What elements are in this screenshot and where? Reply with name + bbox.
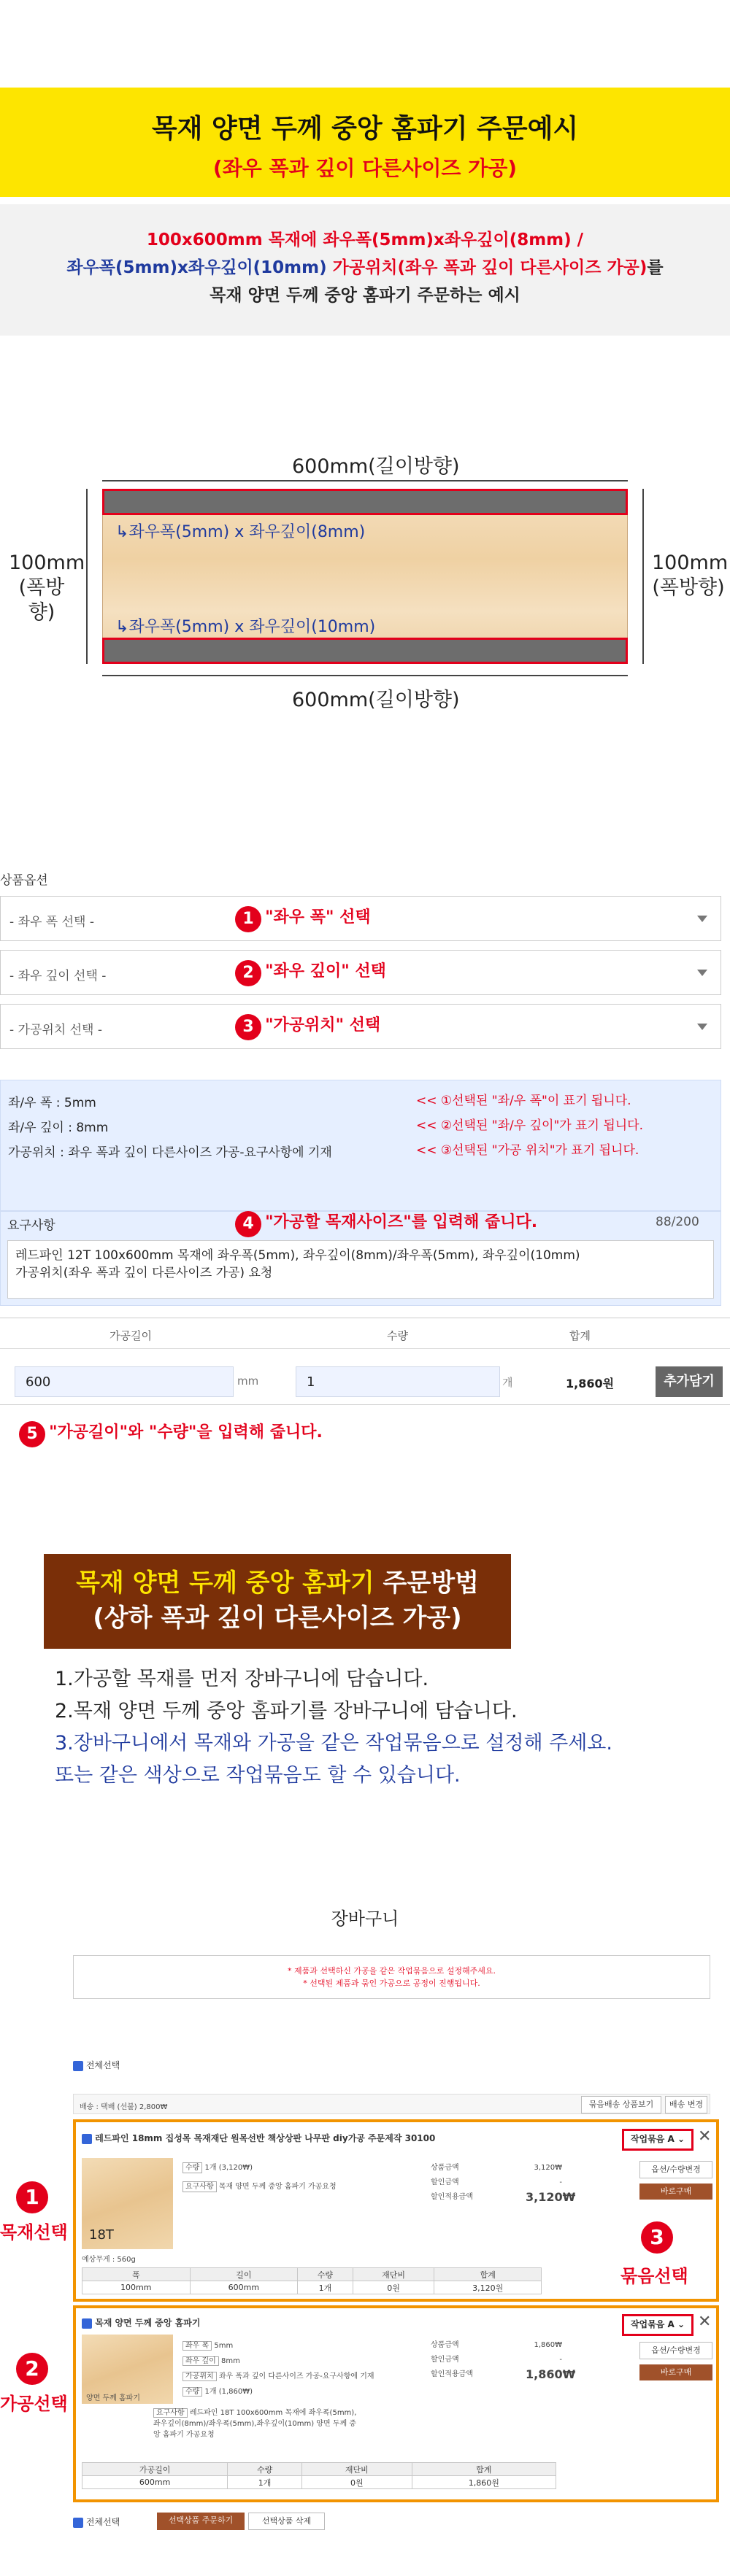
page-title: 목재 양면 두께 중앙 홈파기 주문예시: [151, 114, 579, 144]
intro-text: [0, 204, 730, 336]
intro-line-2-blue: 좌우폭(5mm)x좌우깊이(10mm): [66, 258, 327, 277]
bottom-groove-strip: [102, 638, 628, 664]
width-select[interactable]: - 좌우 폭 선택 -: [0, 896, 721, 941]
intro-line-2-red: 가공위치(좌우 폭과 깊이 다른사이즈 가공): [326, 258, 648, 277]
item2-request: 요구사항 레드파인 18T 100x600mm 목재에 좌우폭(5mm), 좌우깊이(8mm)/좌우폭(5mm),좌우깊이(10mm) 양면 두께 중 앙 홈파기 가공요청: [153, 2409, 357, 2439]
marker-3-label: 묶음선택: [620, 2266, 688, 2286]
top-groove-label: ↳좌우폭(5mm) x 좌우깊이(8mm): [115, 523, 366, 541]
checkbox-icon: [82, 2134, 92, 2144]
order-table-header: 가공길이 수량 합계: [110, 1329, 591, 1342]
item1-thumbnail: 18T: [82, 2158, 173, 2249]
option-notes: << ①선택된 "좌/우 폭"이 표기 됩니다. << ②선택된 "좌/우 깊이"가 표기 됩니다. << ③선택된 "가공 위치"가 표기 됩니다.: [416, 1094, 644, 1158]
chevron-down-icon: [697, 916, 707, 922]
top-groove-strip: [102, 489, 628, 515]
intro-line-3: 목재 양면 두께 중앙 홈파기 주문하는 예시: [210, 286, 520, 305]
intro-line-2-tail: 를: [647, 258, 664, 277]
option-change-button[interactable]: 옵션/수량변경: [639, 2161, 712, 2178]
checkbox-icon: [73, 2518, 83, 2528]
item1-request: 요구사항 목재 양면 두께 중앙 홈파기 가공요청: [182, 2180, 337, 2191]
marker-1-label: 목재선택: [0, 2222, 68, 2243]
checkbox-icon: [73, 2061, 83, 2071]
left-dimension: 100mm (폭방향): [9, 552, 85, 624]
method-steps: [55, 1663, 612, 1792]
checkbox-icon: [82, 2318, 92, 2329]
request-textarea[interactable]: 레드파인 12T 100x600mm 목재에 좌우폭(5mm), 좌우깊이(8mm)/좌우폭(5mm), 좌우깊이(10mm) 가공위치(좌우 폭과 깊이 다른사이즈 가공) 요청: [7, 1240, 714, 1299]
quantity-input[interactable]: 1: [296, 1366, 500, 1397]
step-3-sub: 또는 같은 색상으로 작업묶음도 할 수 있습니다.: [55, 1764, 461, 1787]
bottom-dimension: 600mm(길이방향): [292, 689, 460, 711]
item1-qty: 수량 1개 (3,120₩): [182, 2161, 253, 2172]
step-2: 2.목재 양면 두께 중앙 홈파기를 장바구니에 담습니다.: [55, 1700, 518, 1722]
order-selected-button[interactable]: 선택상품 주문하기: [157, 2513, 245, 2530]
callout-5: 5 "가공길이"와 "수량"을 입력해 줍니다.: [19, 1420, 323, 1447]
item1-weight: 예상무게 : 560g: [82, 2256, 136, 2264]
item1-price-values: 3,120₩ - 3,120₩: [526, 2164, 576, 2204]
callout-2: 2 "좌우 깊이" 선택: [235, 959, 386, 986]
buy-now-button[interactable]: 바로구매: [639, 2184, 712, 2200]
bundle-shipping-button[interactable]: 묶음배송 상품보기: [581, 2096, 661, 2113]
request-label: 요구사항: [7, 1218, 55, 1233]
divider: [0, 1348, 730, 1349]
marker-2: 2: [16, 2353, 48, 2385]
chevron-down-icon: [697, 970, 707, 976]
group-select-item2[interactable]: 작업묶음 A ⌄: [622, 2314, 694, 2336]
callout-1: 1 "좌우 폭" 선택: [235, 905, 371, 932]
method-title-box: 목재 양면 두께 중앙 홈파기 주문방법 (상하 폭과 깊이 다른사이즈 가공): [44, 1554, 511, 1649]
close-icon[interactable]: ✕: [698, 2313, 712, 2331]
total-price: 1,860원: [566, 1377, 615, 1391]
top-dimension-line: [102, 480, 628, 481]
info-width: 좌/우 폭 : 5mm: [8, 1096, 96, 1110]
change-shipping-button[interactable]: 배송 변경: [665, 2096, 707, 2113]
length-input[interactable]: 600: [15, 1366, 234, 1397]
select-all-top[interactable]: 전체선택: [73, 2059, 120, 2071]
item2-title[interactable]: 목재 양면 두께 중앙 홈파기: [82, 2316, 200, 2329]
quantity-unit: 개: [502, 1376, 513, 1389]
intro-line-1: 100x600mm 목재에 좌우폭(5mm)x좌우깊이(8mm) /: [146, 231, 584, 250]
item2-thumbnail: 양면 두께 홈파기: [82, 2335, 173, 2404]
right-dimension: 100mm (폭방향): [652, 552, 729, 599]
item1-table: 폭 길이 수량 재단비 합계 100mm 600mm 1개 0원 3,120원: [82, 2267, 542, 2294]
delete-selected-button[interactable]: 선택상품 삭제: [248, 2513, 325, 2530]
page-subtitle: (좌우 폭과 깊이 다른사이즈 가공): [212, 156, 518, 180]
item2-table: 가공길이 수량 재단비 합계 600mm 1개 0원 1,860원: [82, 2462, 556, 2489]
shipping-row: 배송 : 택배 (선불) 2,800₩ 묶음배송 상품보기 배송 변경: [73, 2094, 710, 2114]
options-section-title: 상품옵션: [0, 873, 48, 888]
item2-options: 좌우 폭 5mm 좌우 깊이 8mm 가공위치 좌우 폭과 깊이 다른사이즈 가공-요구사항에 기재 수량 1개 (1,860₩): [182, 2338, 374, 2399]
bottom-dimension-line: [102, 675, 628, 676]
step-3: 3.장바구니에서 목재와 가공을 같은 작업묶음으로 설정해 주세요.: [55, 1732, 612, 1755]
cart-notice: * 제품과 선택하신 가공을 같은 작업묶음으로 설정해주세요. * 선택된 제품과 묶인 가공으로 공정이 진행됩니다.: [73, 1955, 710, 1999]
position-select[interactable]: - 가공위치 선택 -: [0, 1004, 721, 1049]
add-to-cart-button[interactable]: 추가담기: [656, 1366, 723, 1397]
item1-title[interactable]: 레드파인 18mm 집성목 목재재단 원목선반 책상상판 나무판 diy가공 주문제작 30100: [82, 2132, 435, 2144]
intro-line-2: [0, 254, 730, 282]
step-1: 1.가공할 목재를 먼저 장바구니에 담습니다.: [55, 1668, 429, 1690]
length-unit: mm: [237, 1374, 259, 1388]
callout-3: 3 "가공위치" 선택: [235, 1013, 380, 1040]
marker-3: 3: [641, 2221, 673, 2254]
top-dimension: 600mm(길이방향): [292, 455, 460, 478]
select-all-bottom[interactable]: 전체선택: [73, 2515, 120, 2528]
option-change-button[interactable]: 옵션/수량변경: [639, 2342, 712, 2359]
marker-2-label: 가공선택: [0, 2394, 68, 2414]
item2-price-labels: 상품금액 할인금액 할인적용금액: [431, 2341, 473, 2378]
left-dimension-line: [86, 489, 88, 664]
request-char-count: 88/200: [656, 1215, 699, 1229]
chevron-down-icon: [697, 1024, 707, 1030]
info-position: 가공위치 : 좌우 폭과 깊이 다른사이즈 가공-요구사항에 기재: [8, 1145, 332, 1160]
depth-select[interactable]: - 좌우 깊이 선택 -: [0, 950, 721, 995]
item1-price-labels: 상품금액 할인금액 할인적용금액: [431, 2164, 473, 2201]
info-depth: 좌/우 깊이 : 8mm: [8, 1121, 109, 1135]
marker-1: 1: [16, 2181, 48, 2213]
title-banner: [0, 88, 730, 197]
close-icon[interactable]: ✕: [698, 2127, 712, 2146]
group-select-item1[interactable]: 작업묶음 A ⌄: [622, 2129, 694, 2151]
buy-now-button[interactable]: 바로구매: [639, 2364, 712, 2380]
callout-4: 4 "가공할 목재사이즈"를 입력해 줍니다.: [235, 1210, 537, 1237]
item2-price-values: 1,860₩ - 1,860₩: [526, 2341, 576, 2381]
bottom-groove-label: ↳좌우폭(5mm) x 좌우깊이(10mm): [115, 618, 376, 636]
right-dimension-line: [642, 489, 644, 664]
divider: [0, 1404, 730, 1405]
cart-title: 장바구니: [331, 1908, 399, 1929]
